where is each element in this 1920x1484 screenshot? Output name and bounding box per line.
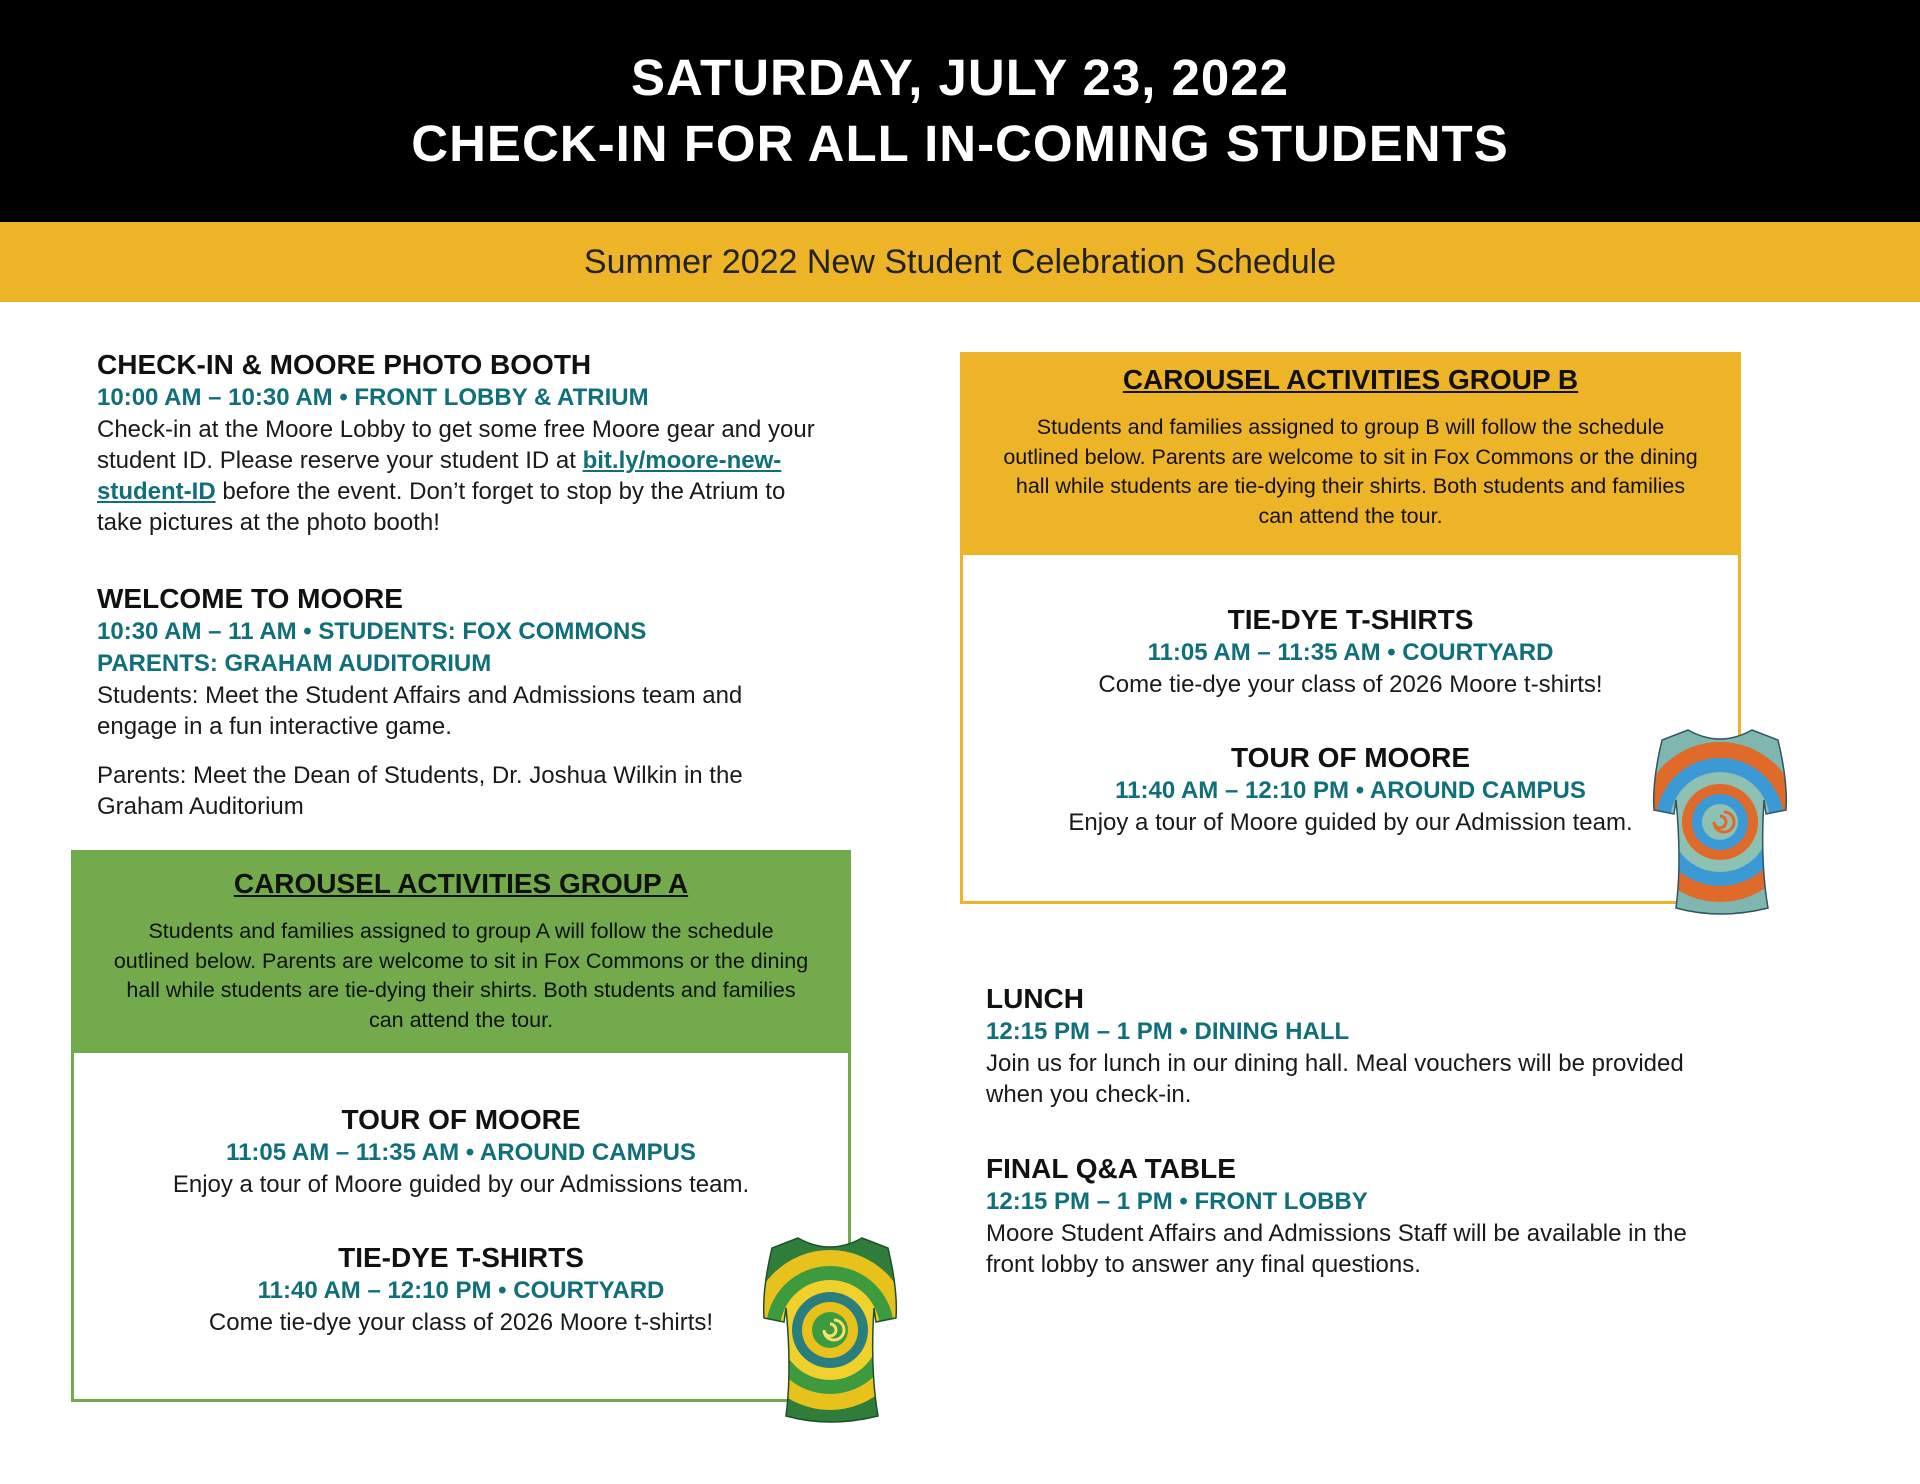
group-a-title: CAROUSEL ACTIVITIES GROUP A bbox=[233, 868, 689, 899]
activity-title: TOUR OF MOORE bbox=[341, 1104, 581, 1135]
activity-description: Enjoy a tour of Moore guided by our Admission team. bbox=[1068, 809, 1633, 836]
welcome-parents-body: Parents: Meet the Dean of Students, Dr. Joshua Wilkin in the Graham Auditorium bbox=[97, 762, 743, 820]
activity-title: TOUR OF MOORE bbox=[1230, 742, 1471, 773]
checkin-body bbox=[97, 414, 837, 538]
activity-time: 11:05 AM – 11:35 AM • AROUND CAMPUS bbox=[226, 1139, 696, 1166]
group-b-box bbox=[960, 352, 1741, 904]
checkin-body-text: Check-in at the Moore Lobby to get some free Moore gear and your student ID. Please reserve your student ID at bbox=[97, 416, 815, 474]
header-date: SATURDAY, JULY 23, 2022 bbox=[630, 49, 1289, 106]
activity-description: Come tie-dye your class of 2026 Moore t-shirts! bbox=[208, 1309, 714, 1336]
group-a-box bbox=[71, 850, 851, 1402]
lunch-title: LUNCH bbox=[986, 983, 1084, 1014]
student-id-link[interactable]: bit.ly/moore-new-student-ID bbox=[97, 447, 782, 505]
group-b-description: Students and families assigned to group B will follow the schedule outlined below. Parents are welcome to sit in Fox Commons or the dining hall while students are tie-dying their shirts. Both students and families can attend the tour. bbox=[1003, 415, 1698, 528]
group-b-activity bbox=[963, 741, 1738, 839]
welcome-parents-location: PARENTS: GRAHAM AUDITORIUM bbox=[97, 650, 492, 677]
checkin-body-text-2: before the event. Don’t forget to stop by the Atrium to take pictures at the photo booth! bbox=[97, 478, 786, 536]
welcome-students-body: Students: Meet the Student Affairs and Admissions team and engage in a fun interactive game. bbox=[97, 682, 743, 740]
tie-dye-shirt-blue-icon bbox=[1650, 722, 1790, 922]
welcome-time: 10:30 AM – 11 AM • STUDENTS: FOX COMMONS bbox=[97, 618, 647, 645]
final-qa-title: FINAL Q&A TABLE bbox=[986, 1153, 1236, 1184]
group-b-header bbox=[963, 355, 1738, 555]
lunch-body: Join us for lunch in our dining hall. Meal vouchers will be provided when you check-in. bbox=[986, 1050, 1684, 1108]
group-a-description: Students and families assigned to group A will follow the schedule outlined below. Parents are welcome to sit in Fox Commons or the dining hall while students are tie-dying their shirts. Both students and families can attend the tour. bbox=[113, 919, 809, 1032]
final-qa-section bbox=[986, 1152, 1706, 1280]
activity-description: Come tie-dye your class of 2026 Moore t-shirts! bbox=[1098, 671, 1603, 698]
subtitle: Summer 2022 New Student Celebration Schedule bbox=[583, 242, 1337, 281]
group-b-title: CAROUSEL ACTIVITIES GROUP B bbox=[1122, 364, 1579, 395]
welcome-section bbox=[97, 582, 817, 822]
group-a-activity bbox=[74, 1103, 848, 1201]
final-qa-body: Moore Student Affairs and Admissions Staff will be available in the front lobby to answer any final questions. bbox=[986, 1220, 1687, 1278]
activity-description: Enjoy a tour of Moore guided by our Admissions team. bbox=[172, 1171, 750, 1198]
group-a-activity bbox=[74, 1241, 848, 1339]
header-title: CHECK-IN FOR ALL IN-COMING STUDENTS bbox=[411, 115, 1509, 172]
activity-time: 11:40 AM – 12:10 PM • COURTYARD bbox=[257, 1277, 665, 1304]
activity-time: 11:40 AM – 12:10 PM • AROUND CAMPUS bbox=[1115, 777, 1586, 804]
subtitle-band bbox=[0, 222, 1920, 302]
lunch-time: 12:15 PM – 1 PM • DINING HALL bbox=[986, 1018, 1350, 1045]
checkin-time: 10:00 AM – 10:30 AM • FRONT LOBBY & ATRIUM bbox=[97, 384, 649, 411]
activity-title: TIE-DYE T-SHIRTS bbox=[1227, 604, 1474, 635]
final-qa-time: 12:15 PM – 1 PM • FRONT LOBBY bbox=[986, 1188, 1368, 1215]
tie-dye-shirt-green-icon bbox=[760, 1230, 900, 1430]
page-header bbox=[0, 0, 1920, 222]
checkin-section bbox=[97, 348, 837, 538]
welcome-title: WELCOME TO MOORE bbox=[97, 583, 403, 614]
group-b-activity bbox=[963, 603, 1738, 701]
activity-time: 11:05 AM – 11:35 AM • COURTYARD bbox=[1147, 639, 1554, 666]
group-a-header bbox=[74, 853, 848, 1053]
activity-title: TIE-DYE T-SHIRTS bbox=[338, 1242, 584, 1273]
checkin-title: CHECK-IN & MOORE PHOTO BOOTH bbox=[97, 349, 592, 380]
lunch-section bbox=[986, 982, 1686, 1110]
